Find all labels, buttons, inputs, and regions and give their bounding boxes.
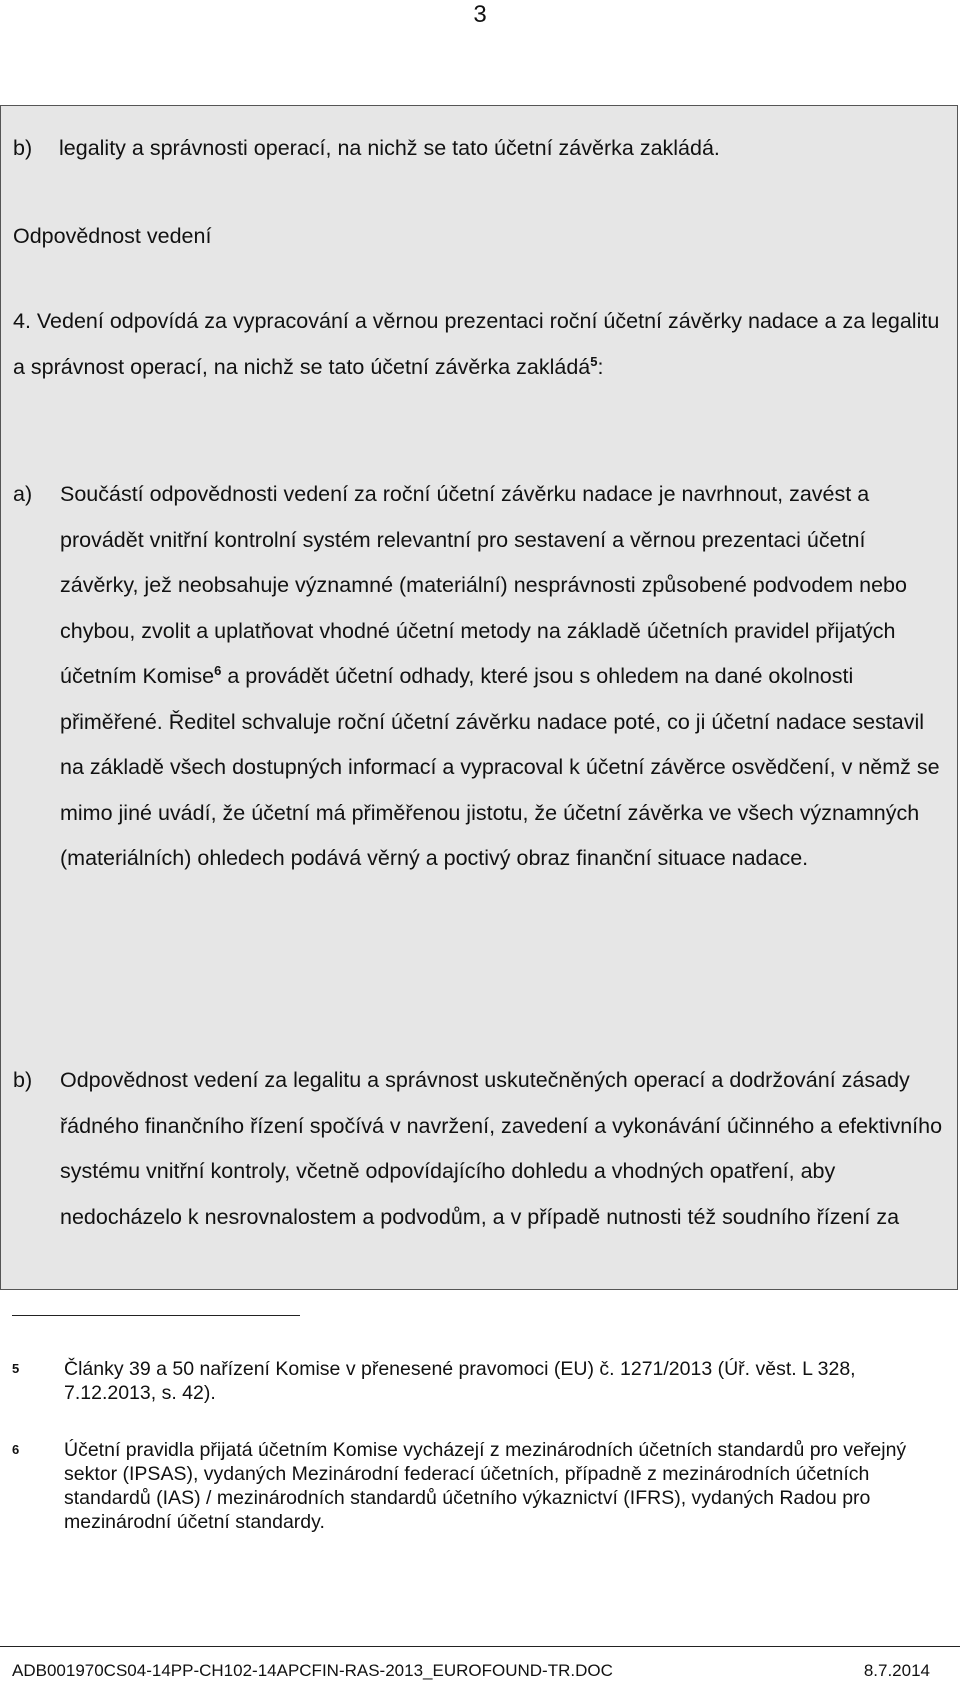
list-label: a) [13,482,33,506]
list-item-a [13,472,945,882]
list-text: legality a správnosti operací, na nichž se tato účetní závěrka zakládá. [59,136,720,160]
page-number: 3 [473,1,487,28]
paragraph-4 [13,299,941,390]
footer-date: 8.7.2014 [863,1661,930,1680]
list-label: b) [13,1068,33,1092]
list-text-part2: a provádět účetní odhady, které jsou s ohledem na dané okolnosti přiměřené. Ředitel schvaluje roční účetní závěrku nadace poté, co ji účetní nadace sestavil na základě všech dostupných informací a vypracoval k účetní závěrce osvědčení, v němž se mimo jiné uvádí, že účetní má přiměřenou jistotu, že účetní závěrka ve všech významných (materiálních) ohledech podává věrný a poctivý obraz finanční situace nadace. [60,664,940,870]
footnote-6 [12,1438,932,1534]
footnote-separator [12,1315,300,1316]
list-item-b [13,1058,945,1240]
footnote-ref-6[interactable]: 6 [214,662,222,678]
boxed-section [0,105,958,1290]
footnote-ref-5[interactable]: 5 [590,353,598,369]
footer-separator [0,1646,960,1647]
footnote-5 [12,1357,932,1405]
list-text-part1: Součástí odpovědnosti vedení za roční účetní závěrku nadace je navrhnout, zavést a provádět vnitřní kontrolní systém relevantní pro sestavení a věrnou prezentaci účetní závěrky, jež neobsahuje významné (materiální) nesprávnosti způsobené podvodem nebo chybou, zvolit a uplatňovat vhodné účetní metody na základě účetních pravidel přijatých účetním Komise [60,482,907,688]
footnote-number: 5 [12,1361,20,1376]
list-item-b-legality [13,126,947,172]
footnote-text: Účetní pravidla přijatá účetním Komise vycházejí z mezinárodních účetních standardů pro veřejný sektor (IPSAS), vydaných Mezinárodní federací účetních, případně z mezinárodních účetních standardů (IAS) / mezinárodních standardů účetního výkaznictví (IFRS), vydaných Radou pro mezinárodní účetní standardy. [64,1439,907,1533]
footnote-number: 6 [12,1442,20,1457]
footnote-text: Články 39 a 50 nařízení Komise v přenesené pravomoci (EU) č. 1271/2013 (Úř. věst. L 328, 7.12.2013, s. 42). [64,1358,856,1404]
paragraph-tail: : [597,354,604,379]
paragraph-text: 4. Vedení odpovídá za vypracování a věrnou prezentaci roční účetní závěrky nadace a za legalitu a správnost operací, na nichž se tato účetní závěrka zakládá [13,309,940,379]
list-text: Odpovědnost vedení za legalitu a správnost uskutečněných operací a dodržování zásady řádného finančního řízení spočívá v navržení, zavedení a vykonávání účinného a efektivního systému vnitřní kontroly, včetně odpovídajícího dohledu a vhodných opatření, aby nedocházelo k nesrovnalostem a podvodům, a v případě nutnosti též soudního řízení za [60,1068,943,1229]
list-label: b) [13,136,33,160]
section-heading: Odpovědnost vedení [13,224,212,248]
footer-document-id: ADB001970CS04-14PP-CH102-14APCFIN-RAS-2013_EUROFOUND-TR.DOC [12,1661,613,1680]
